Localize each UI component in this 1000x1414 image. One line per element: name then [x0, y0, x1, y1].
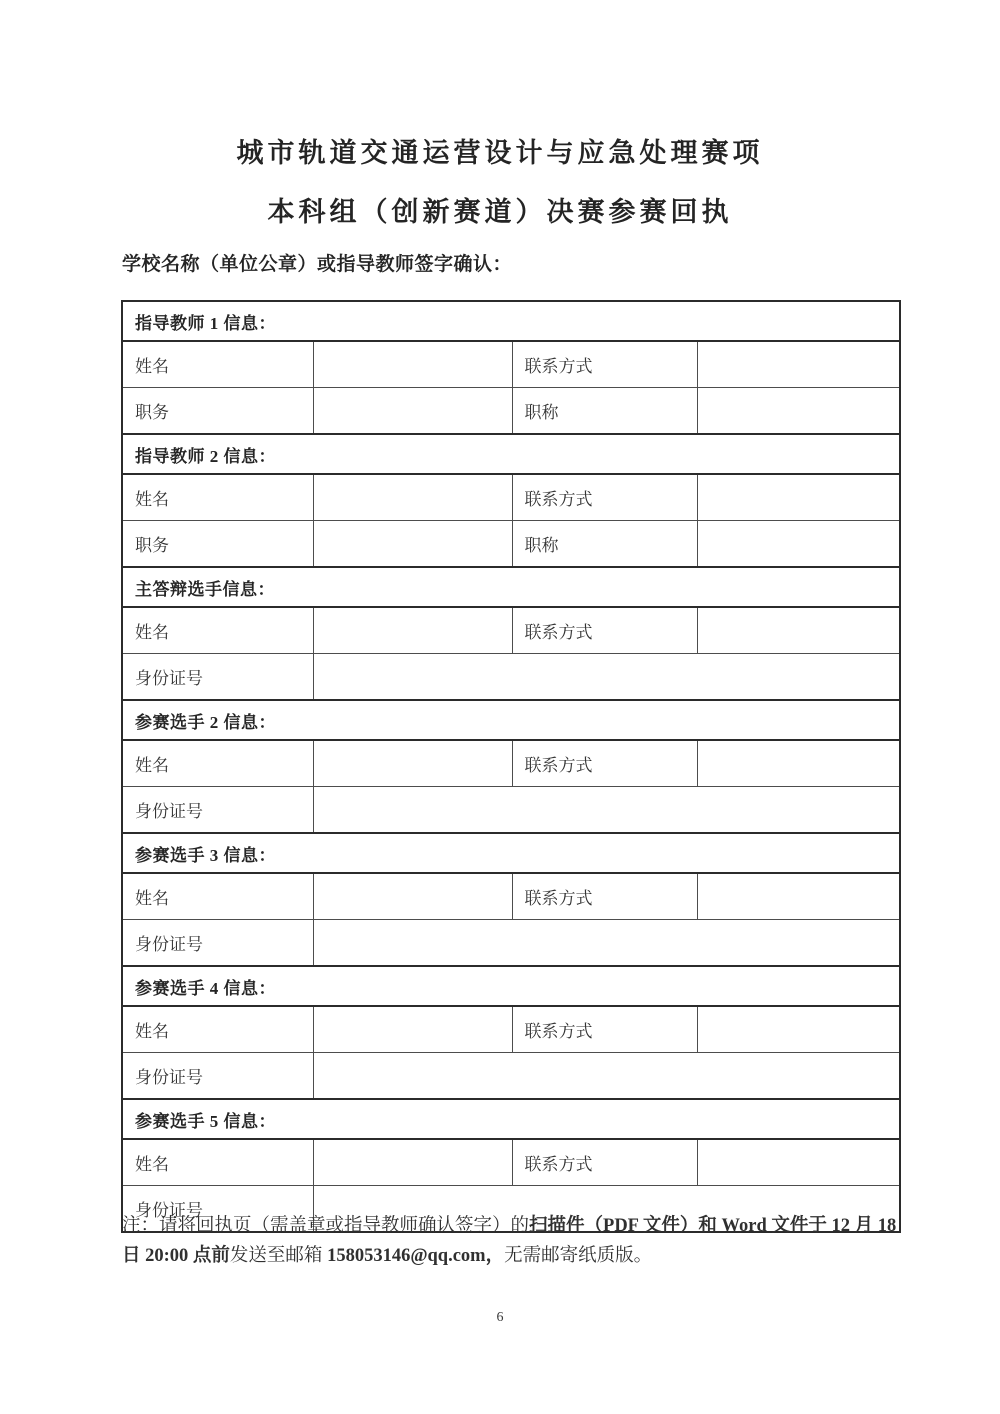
table-row: [122, 654, 900, 701]
doc-title-line1: 城市轨道交通运营设计与应急处理赛项: [236, 138, 764, 168]
note-segment: 158053146@qq.com，: [327, 1245, 505, 1266]
field-label: 职务: [122, 388, 313, 435]
field-value-cell: [697, 341, 900, 388]
field-label: 姓名: [122, 341, 313, 388]
field-value-cell: [697, 521, 900, 568]
table-row: [122, 1139, 900, 1186]
section-header: 参赛选手 3 信息：: [122, 833, 900, 873]
section-header: 参赛选手 2 信息：: [122, 700, 900, 740]
field-label: 联系方式: [512, 341, 697, 388]
field-label: 姓名: [122, 474, 313, 521]
field-value-cell: [313, 1139, 512, 1186]
section-header-row: [122, 434, 900, 474]
table-row: [122, 920, 900, 967]
field-label: 联系方式: [512, 873, 697, 920]
table-row: [122, 787, 900, 834]
table-row: [122, 388, 900, 435]
field-label: 身份证号: [122, 1053, 313, 1100]
field-label: 职务: [122, 521, 313, 568]
field-value-cell: [697, 740, 900, 787]
field-label: 联系方式: [512, 474, 697, 521]
table-row: [122, 1006, 900, 1053]
section-header: 指导教师 2 信息：: [122, 434, 900, 474]
field-value-cell: [313, 873, 512, 920]
table-row: [122, 607, 900, 654]
field-label: 姓名: [122, 607, 313, 654]
note-segment: 无需邮寄纸质版。: [504, 1245, 653, 1266]
field-value-cell: [313, 1006, 512, 1053]
doc-title-line2: 本科组（创新赛道）决赛参赛回执: [267, 197, 733, 227]
field-label: 职称: [512, 388, 697, 435]
field-value-cell: [697, 607, 900, 654]
section-header: 主答辩选手信息：: [122, 567, 900, 607]
section-header-row: [122, 301, 900, 341]
field-value-cell: [697, 873, 900, 920]
field-value-cell: [697, 388, 900, 435]
table-row: [122, 740, 900, 787]
table-row: [122, 521, 900, 568]
footnote: [122, 1212, 904, 1271]
field-value-cell: [313, 388, 512, 435]
field-label: 身份证号: [122, 654, 313, 701]
field-label: 职称: [512, 521, 697, 568]
field-value-cell: [697, 1006, 900, 1053]
section-header: 指导教师 1 信息：: [122, 301, 900, 341]
field-value-cell: [313, 521, 512, 568]
table-row: [122, 341, 900, 388]
section-header-row: [122, 700, 900, 740]
page-number: 6: [496, 1310, 504, 1325]
note-segment: 注：请将回执页（需盖章或指导教师确认签字）的: [122, 1216, 530, 1236]
field-label: 身份证号: [122, 787, 313, 834]
confirm-signature-line: 学校名称（单位公章）或指导教师签字确认：: [122, 254, 513, 275]
field-label: 联系方式: [512, 607, 697, 654]
note-segment: 发送至邮箱: [229, 1245, 328, 1266]
field-value-cell: [313, 787, 900, 834]
field-label: 联系方式: [512, 1006, 697, 1053]
table-row: [122, 873, 900, 920]
field-label: 身份证号: [122, 1186, 313, 1233]
field-value-cell: [697, 1139, 900, 1186]
table-row: [122, 474, 900, 521]
field-value-cell: [313, 1053, 900, 1100]
field-label: 身份证号: [122, 920, 313, 967]
table-row: [122, 1053, 900, 1100]
section-header: 参赛选手 4 信息：: [122, 966, 900, 1006]
field-value-cell: [313, 607, 512, 654]
field-label: 姓名: [122, 873, 313, 920]
field-label: 姓名: [122, 1006, 313, 1053]
section-header-row: [122, 833, 900, 873]
receipt-table: [121, 300, 901, 1233]
section-header: 参赛选手 5 信息：: [122, 1099, 900, 1139]
field-value-cell: [313, 654, 900, 701]
field-label: 姓名: [122, 740, 313, 787]
field-label: 姓名: [122, 1139, 313, 1186]
note-segment: 扫描件（PDF 文件）和 Word 文件于 12 月 18 日 20:00 点前: [122, 1216, 897, 1266]
field-value-cell: [697, 474, 900, 521]
section-header-row: [122, 1099, 900, 1139]
section-header-row: [122, 966, 900, 1006]
field-label: 联系方式: [512, 1139, 697, 1186]
section-header-row: [122, 567, 900, 607]
field-value-cell: [313, 740, 512, 787]
field-value-cell: [313, 341, 512, 388]
field-label: 联系方式: [512, 740, 697, 787]
field-value-cell: [313, 920, 900, 967]
field-value-cell: [313, 474, 512, 521]
